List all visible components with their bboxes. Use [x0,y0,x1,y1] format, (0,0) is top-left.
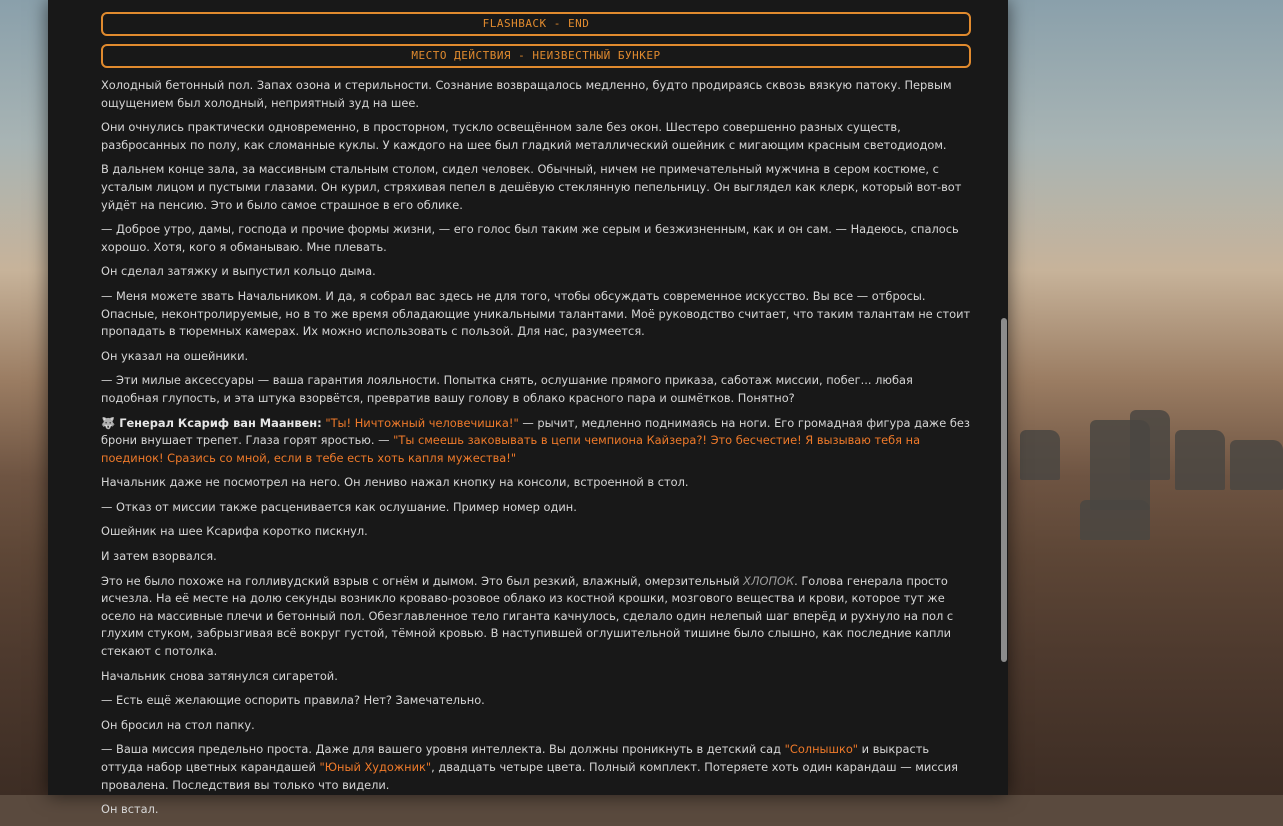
story-scroll-area[interactable] [48,0,1008,817]
story-paragraph: — Есть ещё желающие оспорить правила? Нет? Замечательно. [101,693,485,708]
story-paragraph: — Отказ от миссии также расценивается как ослушание. Пример номер один. [101,499,577,514]
story-paragraph: Холодный бетонный пол. Запах озона и стерильности. Сознание возвращалось медленно, будто продираясь сквозь вязкую патоку. Первым ощущением был холодный, неприятный зуд на шее. [101,78,952,110]
story-paragraph: Он встал. [101,802,159,817]
story-paragraph: Они очнулись практически одновременно, в просторном, тускло освещённом зале без окон. Шестеро совершенно разных существ, разбросанных по полу, как сломанные куклы. У каждого на шее был гладкий металлический ошейник с мигающим красным светодиодом. [101,120,947,152]
story-paragraph [101,741,971,794]
speaker-name: Генерал Ксариф ван Маанвен: [119,415,322,430]
background-rock [1230,440,1283,490]
background-rock [1020,430,1060,480]
story-paragraph: И затем взорвался. [101,549,217,564]
story-paragraph: В дальнем конце зала, за массивным стальным столом, сидел человек. Обычный, ничем не примечательный мужчина в сером костюме, с усталым лицом и пустыми глазами. Он курил, стряхивая пепел в дешёвую стеклянную пепельницу. Он выглядел как клерк, который вот-вот уйдёт на пенсию. Это и было самое страшное в его облике. [101,162,962,212]
chat-panel [48,0,1008,817]
story-paragraph: — Эти милые аксессуары — ваша гарантия лояльности. Попытка снять, ослушание прямого приказа, саботаж миссии, побег... любая подобная глупость, и эта штука взорвётся, превратив вашу голову в облако красного пара и ошмётков. Понятно? [101,373,913,405]
story-paragraph: Он сделал затяжку и выпустил кольцо дыма. [101,264,376,279]
wolf-icon: 🐺 [101,415,116,430]
story-content [101,12,971,826]
scrollbar-thumb[interactable] [1001,318,1007,662]
story-paragraph: Он бросил на стол папку. [101,717,255,732]
dialogue-quote: "Ты! Ничтожный человечишка!" [325,415,519,430]
character-dialogue [101,415,971,468]
story-paragraph: — Меня можете звать Начальником. И да, я собрал вас здесь не для того, чтобы обсуждать современное искусство. Вы все — отбросы. Опасные, неконтролируемые, но в то же время обладающие уникальными талантами. Моё руководство считает, что таким талантам не стоит пропадать в тюремных камерах. Их можно использовать с пользой. Для нас, разумеется. [101,288,971,339]
story-paragraph [101,573,971,661]
story-paragraph: Он указал на ошейники. [101,348,249,363]
dialogue-quote: "Ты смеешь заковывать в цепи чемпиона Кайзера?! Это бесчестие! Я вызываю тебя на поединок! Сразись со мной, если в тебе есть хоть капля мужества!" [101,433,921,465]
highlighted-name: "Солнышко" [784,742,859,757]
story-paragraph: Начальник даже не посмотрел на него. Он лениво нажал кнопку на консоли, встроенной в стол. [101,475,689,490]
paragraph-text: , двадцать четыре цвета. Полный комплект. Потеряете хоть один карандаш — миссия провалена. Последствия вы только что видели. [101,760,958,792]
dialogue-narration: — рычит, медленно поднимаясь на ноги. Его громадная фигура даже без брони внушает трепет. Глаза горят яростью. — [101,415,970,448]
paragraph-text: Это не было похоже на голливудский взрыв с огнём и дымом. Это был резкий, влажный, омерзительный [101,573,744,588]
story-paragraph: Ошейник на шее Ксарифа коротко пискнул. [101,524,368,539]
paragraph-text: . Голова генерала просто исчезла. На её месте на долю секунды возникло кроваво-розовое облако из костной крошки, мозгового вещества и крови, которое тут же осело на массивные плечи и бетонный пол. Обезглавленное тело гиганта качнулось, сделало один нелепый шаг вперёд и рухнуло на пол с глухим стуком, забрызгивая всё вокруг густой, тёмной кровью. В наступившей оглушительной тишине было слышно, как последние капли стекают с потолка. [101,573,954,659]
background-rock [1130,410,1170,480]
background-rock [1175,430,1225,490]
paragraph-text: и выкрасть оттуда набор цветных карандашей [101,742,930,774]
paragraph-text: — Ваша миссия предельно проста. Даже для вашего уровня интеллекта. Вы должны проникнуть в детский сад [101,742,785,757]
highlighted-name: "Юный Художник" [319,760,432,774]
flashback-end-banner: FLASHBACK - END [101,12,971,36]
story-paragraph: — Доброе утро, дамы, господа и прочие формы жизни, — его голос был таким же серым и безжизненным, как и он сам. — Надеюсь, спалось хорошо. Хотя, кого я обманываю. Мне плевать. [101,222,959,254]
emphasis-text: ХЛОПОК [743,573,795,588]
story-paragraph: Начальник снова затянулся сигаретой. [101,668,338,683]
location-banner: МЕСТО ДЕЙСТВИЯ - НЕИЗВЕСТНЫЙ БУНКЕР [101,44,971,68]
background-rock [1080,500,1150,540]
